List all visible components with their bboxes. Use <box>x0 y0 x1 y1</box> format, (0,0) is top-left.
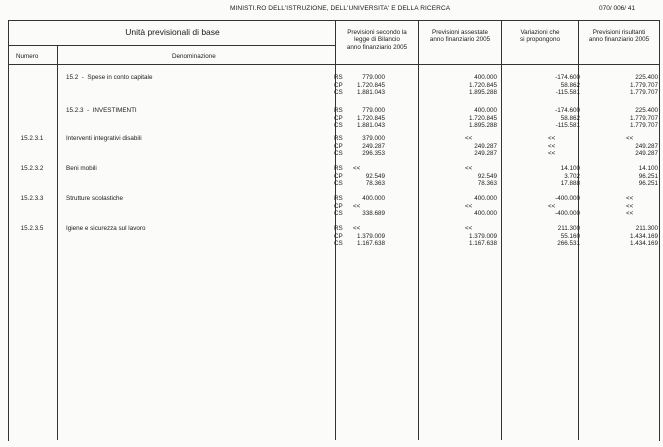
row-denominazione: Igiene e sicurezza sul lavoro <box>66 225 146 232</box>
row-codes: RS CP CS <box>334 165 343 188</box>
row-values-variazioni: 14.100 3.702 17.888 <box>560 165 580 188</box>
row-values-variazioni: -174.600 58.862 -115.581 <box>555 74 580 97</box>
row-values-risultanti: 225.400 1.779.707 1.779.707 <box>629 74 658 97</box>
row-codes: RS CP CS <box>334 195 343 218</box>
table-row <box>8 224 658 251</box>
row-values-risultanti: 211.300 1.434.169 1.434.169 <box>629 225 658 248</box>
row-values-assestate: << 1.379.009 1.167.638 <box>465 225 497 248</box>
row-codes: RS CP CS <box>334 107 343 130</box>
page-reference: 070/ 006/ 41 <box>599 5 636 12</box>
row-values-legge: << 1.379.009 1.167.638 <box>353 225 385 248</box>
column-header-numero: Numero <box>16 53 39 60</box>
table-row <box>8 164 658 191</box>
row-values-assestate: 400.000 1.720.845 1.895.288 <box>468 107 497 130</box>
row-denominazione: 15.2 - Spese in conto capitale <box>66 74 153 81</box>
column-header-denominazione: Denominazione <box>172 53 216 60</box>
row-values-legge: 779.000 1.720.845 1.881.043 <box>356 107 385 130</box>
row-values-risultanti: << 249.287 249.287 <box>626 135 658 158</box>
row-values-variazioni: -400.000 << -400.000 <box>548 195 580 218</box>
table-title: Unità previsionali di base <box>125 27 220 37</box>
row-codes: RS CP CS <box>334 225 343 248</box>
row-values-variazioni: << << << <box>548 135 556 158</box>
table-row <box>8 194 658 221</box>
header-rule-inner <box>8 45 335 46</box>
column-header-previsioni-assestate: Previsioni assestate anno finanziario 2005 <box>429 29 491 44</box>
table-row <box>8 73 658 100</box>
header-rule-bottom <box>8 64 659 65</box>
row-values-legge: 379.000 249.287 296.353 <box>362 135 385 158</box>
row-number: 15.2.3.5 <box>20 225 44 232</box>
row-values-legge: 400.000 << 338.689 <box>353 195 385 218</box>
row-codes: RS CP CS <box>334 135 343 158</box>
column-header-variazioni: Variazioni che si propongono <box>520 29 560 44</box>
column-header-previsioni-risultanti: Previsioni risultanti anno finanziario 2005 <box>588 29 650 44</box>
row-values-variazioni: 211.300 55.160 266.531 <box>557 225 580 248</box>
row-number: 15.2.3.3 <box>20 195 44 202</box>
row-values-assestate: << 92.549 78.363 <box>465 165 497 188</box>
row-values-assestate: 400.000 << 400.000 <box>465 195 497 218</box>
row-codes: RS CP CS <box>334 74 343 97</box>
table-row <box>8 106 658 133</box>
table-row <box>8 134 658 161</box>
row-values-risultanti: 225.400 1.779.707 1.779.707 <box>629 107 658 130</box>
row-number: 15.2.3.1 <box>20 135 44 142</box>
row-denominazione: Interventi integrativi disabili <box>66 135 142 142</box>
row-values-assestate: << 249.287 249.287 <box>465 135 497 158</box>
row-values-legge: << 92.549 78.363 <box>353 165 385 188</box>
row-values-legge: 779.000 1.720.845 1.881.043 <box>356 74 385 97</box>
row-denominazione: Strutture scolastiche <box>66 195 124 202</box>
column-header-previsioni-legge: Previsioni secondo la legge di Bilancio anno finanziario 2005 <box>346 29 408 51</box>
row-values-risultanti: << << << <box>626 195 634 218</box>
row-denominazione: 15.2.3 - INVESTIMENTI <box>66 107 137 114</box>
row-values-assestate: 400.000 1.720.845 1.895.288 <box>468 74 497 97</box>
row-denominazione: Beni mobili <box>66 165 97 172</box>
row-number: 15.2.3.2 <box>20 165 44 172</box>
document-header-title: MINISTI.RO DELL'ISTRUZIONE, DELL'UNIVERSITA' E DELLA RICERCA <box>230 5 451 12</box>
row-values-variazioni: -174.600 58.862 -115.581 <box>555 107 580 130</box>
row-values-risultanti: 14.100 96.251 96.251 <box>638 165 658 188</box>
